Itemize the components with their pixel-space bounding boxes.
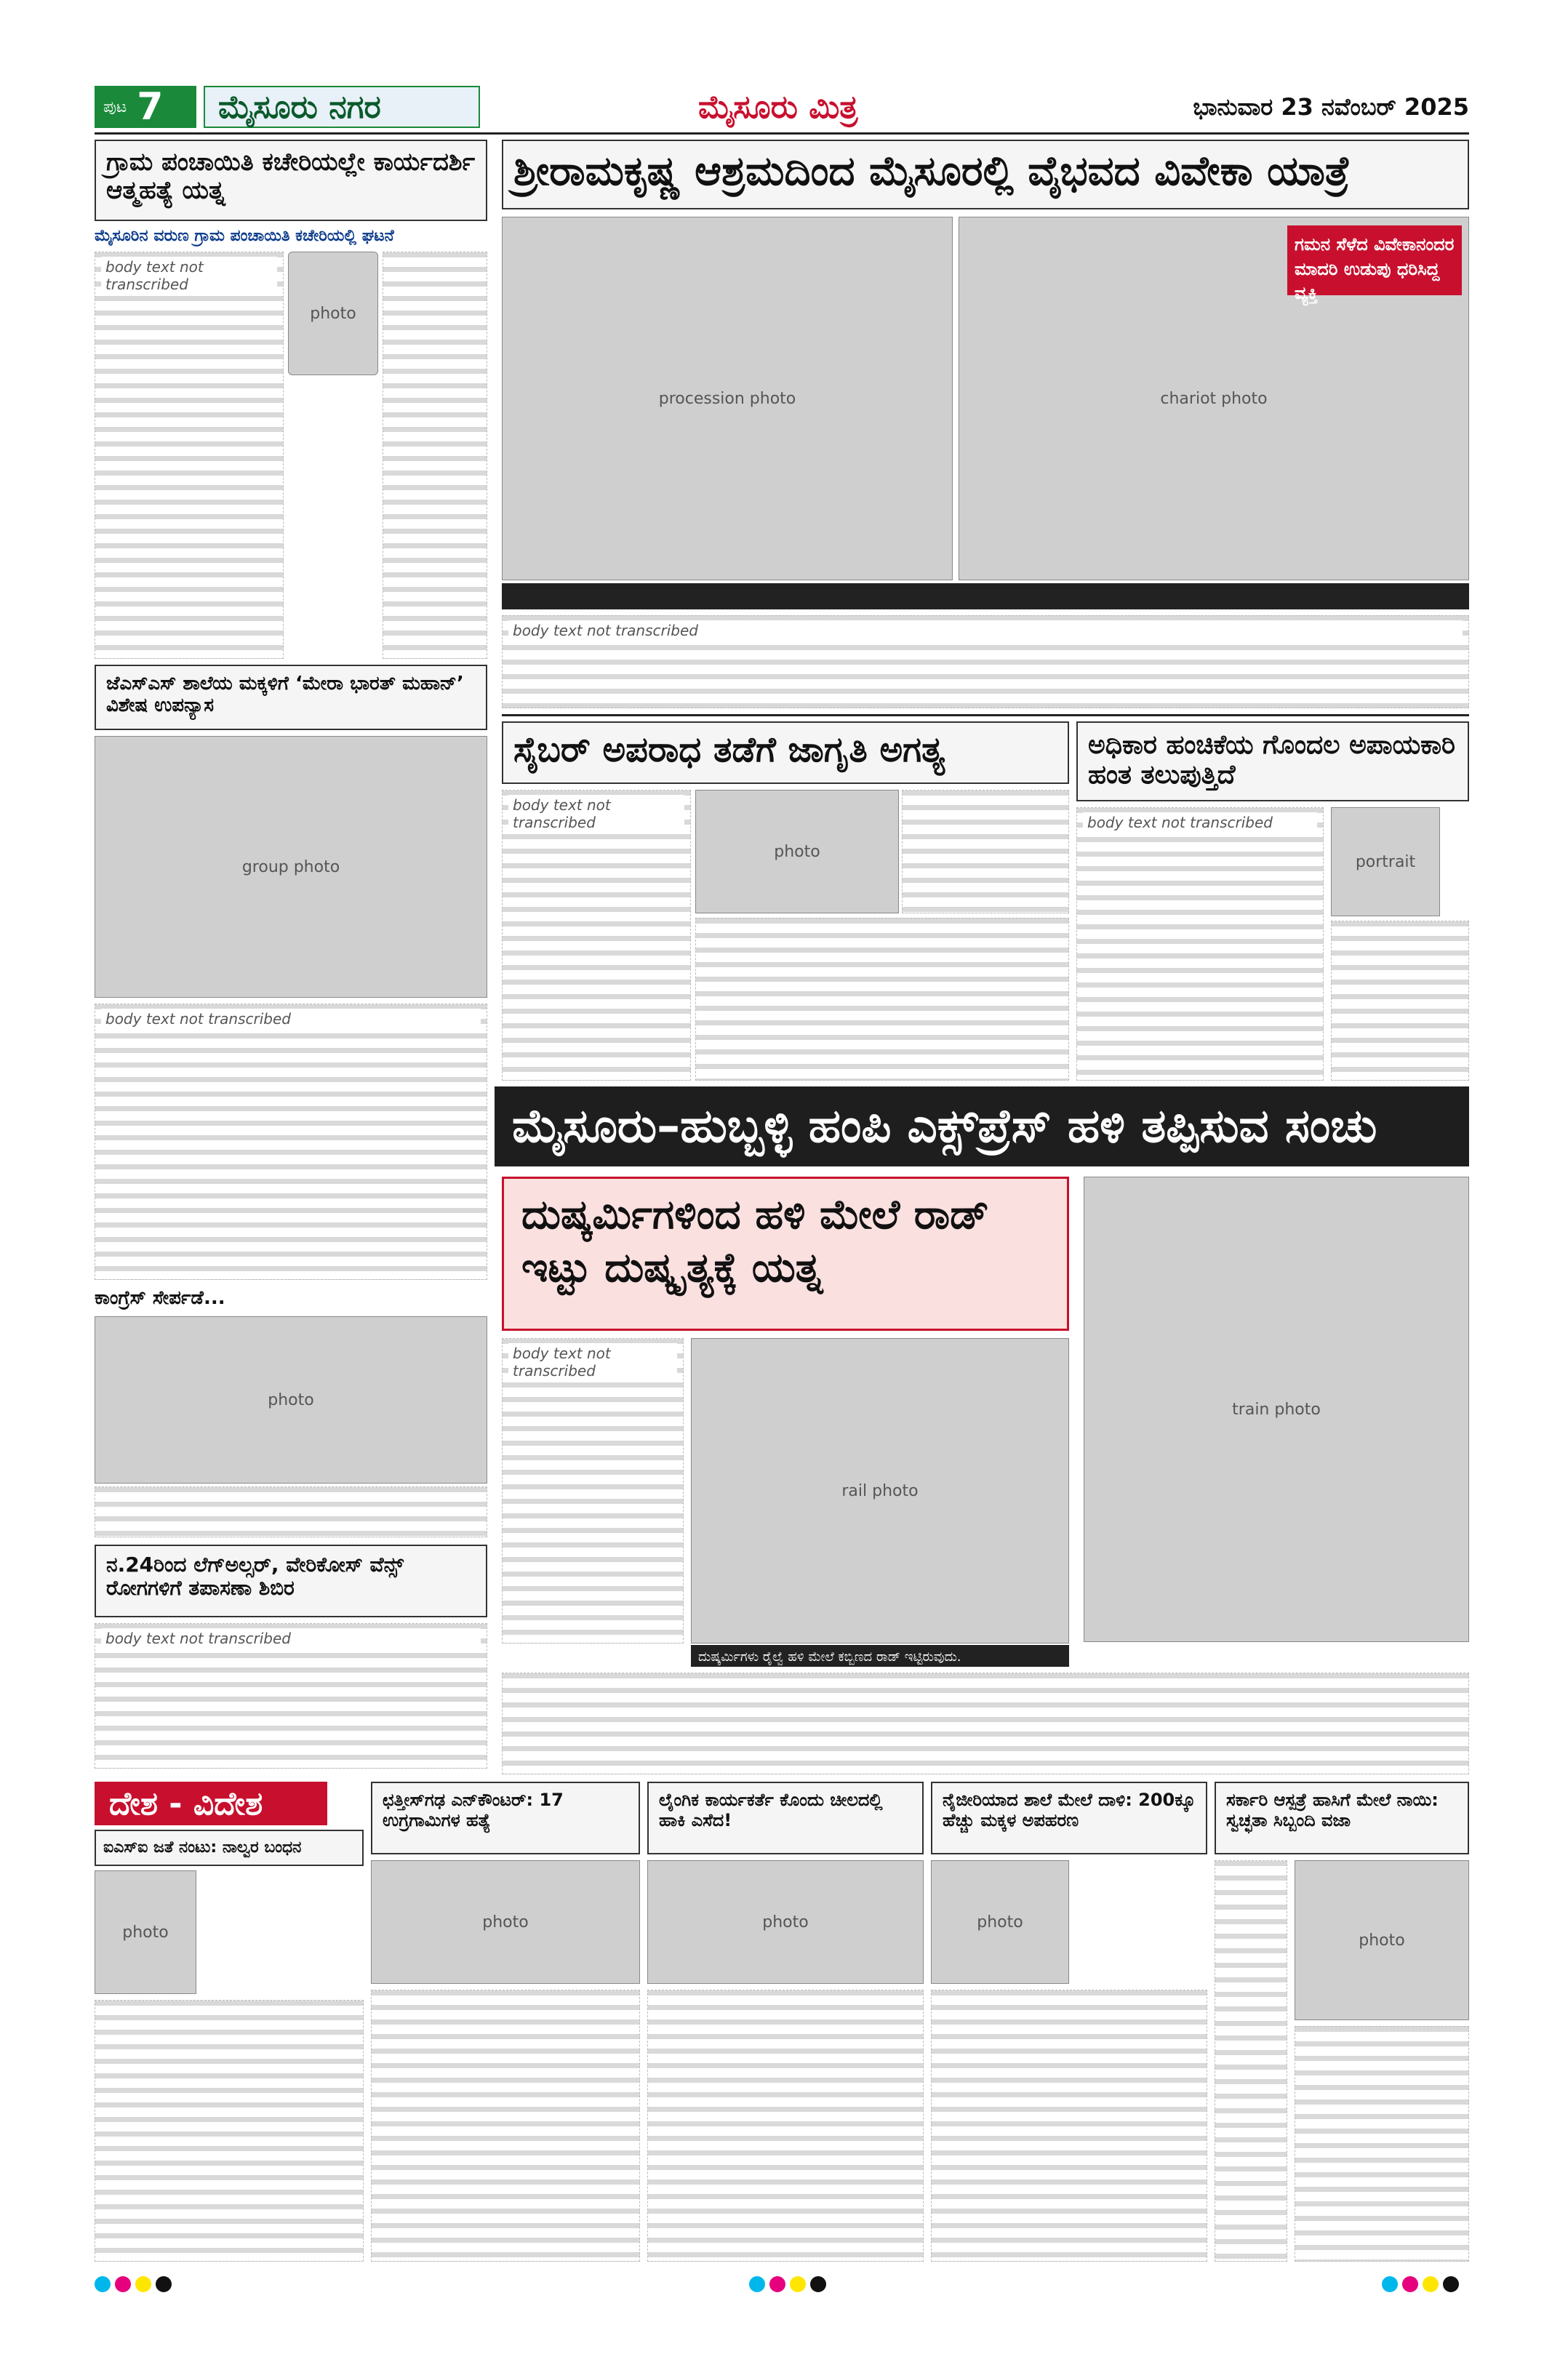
left-story1-subheadline: ಮೈಸೂರಿನ ವರುಣ ಗ್ರಾಮ ಪಂಚಾಯಿತಿ ಕಚೇರಿಯಲ್ಲಿ ಘಟನೆ xyxy=(95,227,394,245)
cyber-headline-box xyxy=(502,721,1069,784)
nation-world-section-title: ದೇಶ - ವಿದೇಶ xyxy=(95,1782,327,1825)
page-label: ಪುಟ xyxy=(103,97,127,116)
secretary-portrait-photo: photo xyxy=(288,252,378,375)
bottom-h5-box xyxy=(1215,1782,1469,1854)
registration-dot xyxy=(1402,2276,1418,2292)
chariot-photo: chariot photo xyxy=(959,217,1469,580)
page-number: 7 xyxy=(137,85,164,129)
bottom-h3-body xyxy=(647,1990,924,2262)
page-number-badge xyxy=(95,86,196,128)
left-story3-caption xyxy=(95,1486,487,1537)
bottom-h5-body-col1 xyxy=(1215,1860,1287,2262)
train-night-photo: train photo xyxy=(1084,1177,1469,1642)
bottom-h1-body xyxy=(95,2000,364,2262)
left-story2-headline-box xyxy=(95,665,487,730)
lead-headline: ಶ್ರೀರಾಮಕೃಷ್ಣ ಆಶ್ರಮದಿಂದ ಮೈಸೂರಲ್ಲಿ ವೈಭವದ ವಿವೇಕಾ ಯಾತ್ರೆ xyxy=(513,148,1351,195)
registration-dot xyxy=(1423,2276,1439,2292)
train-body-bottom xyxy=(502,1673,1469,1774)
registration-dot xyxy=(95,2276,111,2292)
registration-dot xyxy=(1443,2276,1459,2292)
registration-dot xyxy=(115,2276,131,2292)
registration-dot xyxy=(1382,2276,1398,2292)
police-photo: photo xyxy=(647,1860,924,1984)
registration-dot xyxy=(810,2276,826,2292)
arrest-photo: photo xyxy=(95,1870,196,1994)
bottom-h1: ಐಎಸ್‌ಐ ಜತೆ ನಂಟು: ನಾಲ್ವರ ಬಂಧನ xyxy=(103,1838,302,1857)
train-banner-headline: ಮೈಸೂರು–ಹುಬ್ಬಳ್ಳಿ ಹಂಪಿ ಎಕ್ಸ್‌ಪ್ರೆಸ್ ಹಳಿ ತಪ್ಪಿಸುವ ಸಂಚು xyxy=(495,1086,1469,1166)
rail-rod-photo: rail photo xyxy=(691,1338,1069,1644)
lead-headline-box xyxy=(502,140,1469,209)
left-story1-headline-box xyxy=(95,140,487,221)
bottom-h2-body xyxy=(371,1990,640,2262)
power-headline-box xyxy=(1076,721,1469,801)
lead-body: body text not transcribed xyxy=(502,615,1469,708)
cyber-photo-caption xyxy=(902,790,1069,913)
left-story3-label: ಕಾಂಗ್ರೆಸ್ ಸೇರ್ಪಡೆ... xyxy=(95,1287,225,1309)
rope-photo: photo xyxy=(931,1860,1069,1984)
cyber-headline: ಸೈಬರ್ ಅಪರಾಧ ತಡೆಗೆ ಜಾಗೃತಿ ಅಗತ್ಯ xyxy=(513,729,945,770)
bottom-h5-body-col2 xyxy=(1295,2026,1469,2262)
bottom-h3: ಲೈಂಗಿಕ ಕಾರ್ಯಕರ್ತೆ ಕೊಂದು ಚೀಲದಲ್ಲಿ ಹಾಕಿ ಎಸೆದ! xyxy=(659,1790,883,1830)
congress-joining-photo: photo xyxy=(95,1316,487,1484)
registration-marks-center xyxy=(749,2276,836,2292)
bottom-h3-box xyxy=(647,1782,924,1854)
registration-dot xyxy=(769,2276,785,2292)
registration-dot xyxy=(749,2276,765,2292)
masthead-rule xyxy=(95,132,1469,135)
issue-date: ಭಾನುವಾರ 23 ನವೆಂಬರ್ 2025 xyxy=(1193,92,1469,121)
registration-dot xyxy=(135,2276,151,2292)
bottom-h4: ನೈಜೀರಿಯಾದ ಶಾಲೆ ಮೇಲೆ ದಾಳಿ: 200ಕ್ಕೂ ಹೆಚ್ಚು ಮಕ್ಕಳ ಅಪಹರಣ xyxy=(943,1790,1196,1830)
jss-school-group-photo: group photo xyxy=(95,736,487,998)
photo-callout: ಗಮನ ಸೆಳೆದ ವಿವೇಕಾನಂದರ ಮಾದರಿ ಉಡುಪು ಧರಿಸಿದ್ದ ವ್ಯಕ್ತಿ xyxy=(1287,225,1462,295)
power-headline: ಅಧಿಕಾರ ಹಂಚಿಕೆಯ ಗೊಂದಲ ಅಪಾಯಕಾರಿ ಹಂತ ತಲುಪುತ್ತಿದೆ xyxy=(1088,730,1456,790)
rail-rod-photo-caption: ದುಷ್ಕರ್ಮಿಗಳು ರೈಲ್ವೆ ಹಳಿ ಮೇಲೆ ಕಬ್ಬಿಣದ ರಾಡ್ ಇಟ್ಟಿರುವುದು. xyxy=(691,1645,1069,1667)
columnist-portrait-photo: portrait xyxy=(1331,807,1440,916)
cyber-body-col2 xyxy=(695,918,1069,1081)
power-body-col2 xyxy=(1331,921,1469,1081)
lead-rule xyxy=(502,714,1469,716)
paper-name: ಮೈಸೂರು ಮಿತ್ರ xyxy=(698,88,858,126)
soldiers-photo: photo xyxy=(371,1860,640,1984)
lead-photo-caption xyxy=(502,583,1469,609)
bottom-h2: ಛತ್ತೀಸ್‌ಗಢ ಎನ್‌ಕೌಂಟರ್: 17 ಉಗ್ರಗಾಮಿಗಳ ಹತ್ಯೆ xyxy=(383,1790,564,1830)
train-subheadline: ದುಷ್ಕರ್ಮಿಗಳಿಂದ ಹಳಿ ಮೇಲೆ ರಾಡ್ ಇಟ್ಟು ದುಷ್ಕೃತ್ಯಕ್ಕೆ ಯತ್ನ xyxy=(502,1177,1069,1331)
registration-dot xyxy=(790,2276,806,2292)
bottom-h4-box xyxy=(931,1782,1207,1854)
cyber-body-col1: body text not transcribed xyxy=(502,790,691,1081)
left-story1-body-col2 xyxy=(383,252,487,659)
section-name: ಮೈಸೂರು ನಗರ xyxy=(204,86,480,128)
left-story4-headline: ನ.24ರಿಂದ ಲೆಗ್‌ಅಲ್ಸರ್, ವೇರಿಕೋಸ್ ವೆನ್ಸ್ ರೋಗಗಳಿಗೆ ತಪಾಸಣಾ ಶಿಬಿರ xyxy=(106,1553,404,1601)
train-body-col1: body text not transcribed xyxy=(502,1338,684,1644)
power-body-col1: body text not transcribed xyxy=(1076,807,1324,1081)
cyber-awareness-photo: photo xyxy=(695,790,899,913)
left-story2-body: body text not transcribed xyxy=(95,1004,487,1280)
registration-marks-right xyxy=(1382,2276,1469,2292)
left-story2-headline: ಜೆಎಸ್‌ಎಸ್ ಶಾಲೆಯ ಮಕ್ಕಳಿಗೆ ‘ಮೇರಾ ಭಾರತ್ ಮಹಾನ್’ ವಿಶೇಷ ಉಪನ್ಯಾಸ xyxy=(106,673,464,716)
registration-marks-left xyxy=(95,2276,182,2292)
procession-photo: procession photo xyxy=(502,217,953,580)
hospital-dog-photo: photo xyxy=(1295,1860,1469,2020)
bottom-h5: ಸರ್ಕಾರಿ ಆಸ್ಪತ್ರೆ ಹಾಸಿಗೆ ಮೇಲೆ ನಾಯಿ: ಸ್ವಚ್ಛತಾ ಸಿಬ್ಬಂದಿ ವಜಾ xyxy=(1226,1790,1439,1830)
left-story4-headline-box xyxy=(95,1545,487,1617)
bottom-h2-box xyxy=(371,1782,640,1854)
registration-dot xyxy=(156,2276,172,2292)
left-story4-body: body text not transcribed xyxy=(95,1623,487,1769)
bottom-h4-body xyxy=(931,1990,1207,2262)
transcription-gap-note: body text not transcribed xyxy=(101,257,277,295)
left-story1-headline: ಗ್ರಾಮ ಪಂಚಾಯಿತಿ ಕಚೇರಿಯಲ್ಲೇ ಕಾರ್ಯದರ್ಶಿ ಆತ್ಮಹತ್ಯೆ ಯತ್ನ xyxy=(106,148,476,206)
bottom-h1-box xyxy=(95,1830,364,1866)
left-story1-body xyxy=(95,252,284,659)
